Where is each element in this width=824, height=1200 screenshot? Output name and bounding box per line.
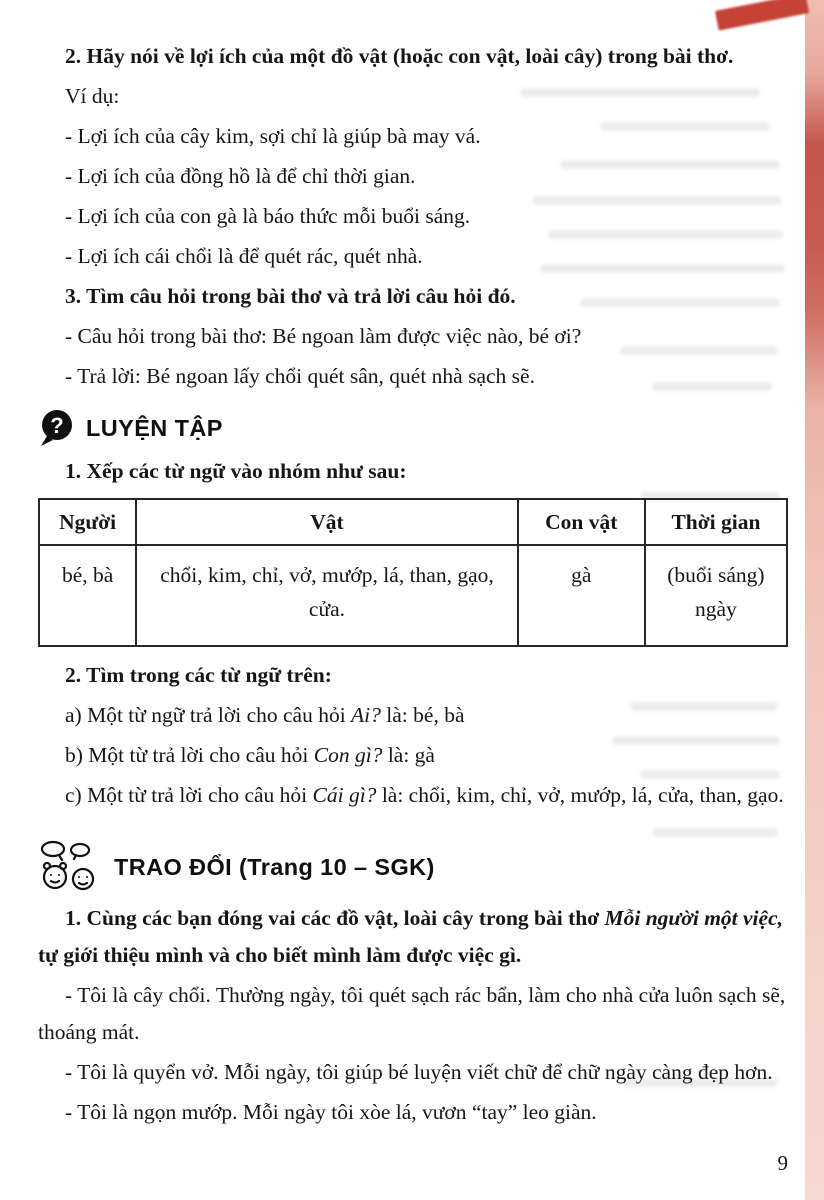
task3-line: - Câu hỏi trong bài thơ: Bé ngoan làm được việc nào, bé ơi? [65,324,582,348]
task-text: tự giới thiệu mình và cho biết mình làm được việc gì. [38,943,522,967]
dialogue-line: - Tôi là ngọn mướp. Mỗi ngày tôi xòe lá, vươn “tay” leo giàn. [65,1100,597,1124]
section-header-luyen-tap [38,409,788,447]
column-header: Người [39,499,136,545]
exercise2-item-b [38,737,788,774]
section-title-trao-doi: TRAO ĐỔI (Trang 10 – SGK) [114,853,435,880]
trao-doi-task [38,900,788,974]
item-text: là: chổi, kim, chỉ, vở, mướp, lá, cửa, than, gạo. [376,783,784,807]
page-content [38,38,788,1134]
section-header-trao-doi [38,840,788,894]
column-header: Con vật [518,499,645,545]
talking-children-icon [38,840,102,894]
task3-heading: 3. Tìm câu hỏi trong bài thơ và trả lời câu hỏi đó. [65,284,516,308]
book-edge-strip [805,0,824,1200]
table-header-row [39,499,787,545]
task2-heading: 2. Hãy nói về lợi ích của một đồ vật (hoặc con vật, loài cây) trong bài thơ. [65,44,734,68]
example-item: - Lợi ích của đồng hồ là để chỉ thời gian. [65,164,416,188]
section-title-luyen-tap: LUYỆN TẬP [86,414,223,441]
red-corner-mark [715,0,809,31]
question-glyph: ? [50,413,64,438]
example-label: Ví dụ: [65,84,120,108]
item-text: b) Một từ trả lời cho câu hỏi [65,743,314,767]
task3-line: - Trả lời: Bé ngoan lấy chổi quét sân, quét nhà sạch sẽ. [65,364,535,388]
table-cell: chổi, kim, chỉ, vở, mướp, lá, than, gạo, cửa. [136,545,517,646]
dialogue-line: - Tôi là cây chổi. Thường ngày, tôi quét sạch rác bẩn, làm cho nhà cửa luôn sạch sẽ, thoáng mát. [38,983,786,1044]
column-header: Vật [136,499,517,545]
exercise2-item-a [38,697,788,734]
example-item: - Lợi ích cái chổi là để quét rác, quét nhà. [65,244,423,268]
item-term-italic: Con gì? [313,743,383,767]
exercise2-item-c [38,777,788,814]
page-number: 9 [777,1151,788,1175]
table-row [39,545,787,646]
example-item: - Lợi ích của con gà là báo thức mỗi buổi sáng. [65,204,471,228]
table-cell: gà [518,545,645,646]
word-groups-table [38,498,788,647]
item-text: c) Một từ trả lời cho câu hỏi [65,783,313,807]
example-item: - Lợi ích của cây kim, sợi chỉ là giúp bà may vá. [65,124,481,148]
poem-title-italic: Mỗi người một việc, [604,906,783,930]
column-header: Thời gian [645,499,787,545]
question-bubble-icon [38,409,74,447]
item-term-italic: Cái gì? [312,783,377,807]
task-text: 1. Cùng các bạn đóng vai các đồ vật, loài cây trong bài thơ [65,906,605,930]
item-text: a) Một từ ngữ trả lời cho câu hỏi [65,703,352,727]
table-cell: bé, bà [39,545,136,646]
exercise1-heading: 1. Xếp các từ ngữ vào nhóm như sau: [65,459,407,483]
item-term-italic: Ai? [351,703,381,727]
dialogue-line: - Tôi là quyển vở. Mỗi ngày, tôi giúp bé luyện viết chữ để chữ ngày càng đẹp hơn. [65,1060,773,1084]
exercise2-heading: 2. Tìm trong các từ ngữ trên: [65,663,332,687]
item-text: là: bé, bà [380,703,465,727]
item-text: là: gà [382,743,435,767]
table-cell: (buổi sáng) ngày [645,545,787,646]
